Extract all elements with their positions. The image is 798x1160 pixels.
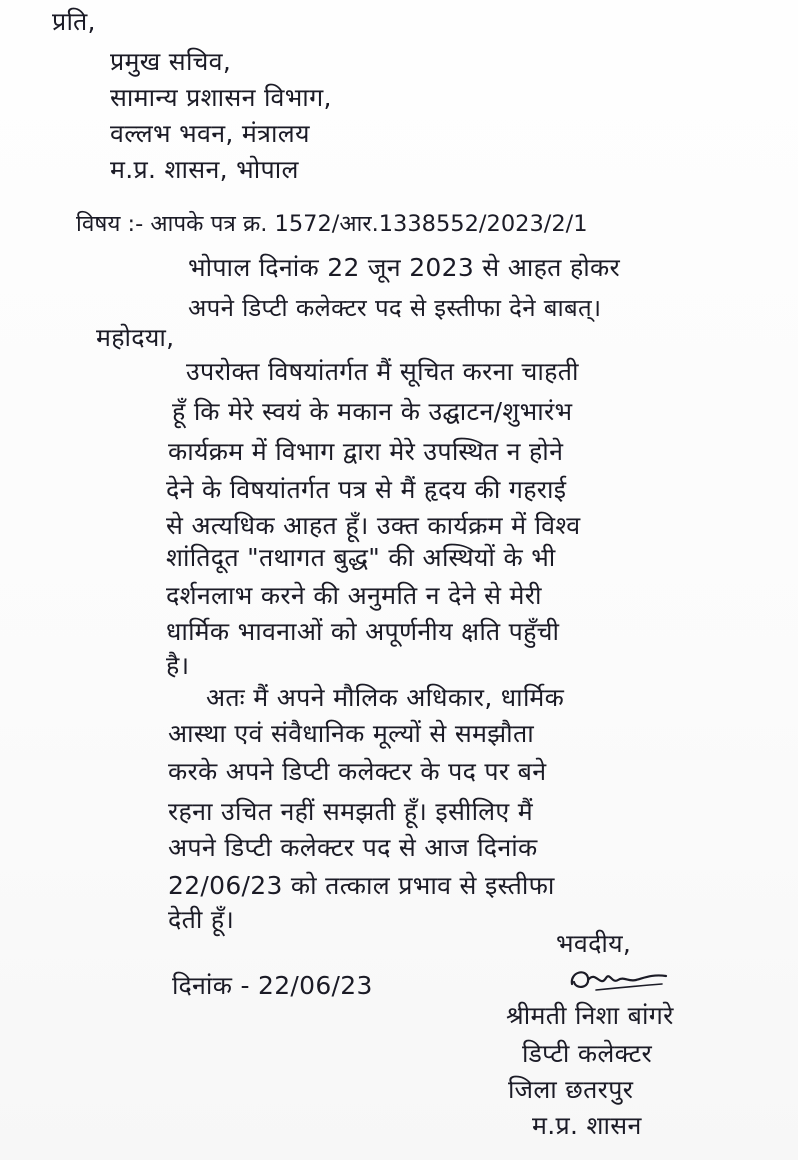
letter-date: दिनांक - 22/06/23 <box>172 971 373 1000</box>
signatory-line: जिला छतरपुर <box>508 1075 634 1104</box>
body-line: शांतिदूत "तथागत बुद्ध" की अस्थियों के भी <box>166 543 556 572</box>
salutation-to: प्रति, <box>52 7 96 36</box>
body-line: धार्मिक भावनाओं को अपूर्णनीय क्षति पहुँची <box>166 617 560 646</box>
body-line: है। <box>166 651 190 680</box>
signatory-line: श्रीमती निशा बांगरे <box>506 1001 674 1030</box>
signatory-line: म.प्र. शासन <box>532 1111 642 1140</box>
signatory-line: डिप्टी कलेक्टर <box>522 1039 652 1068</box>
body-line: देती हूँ। <box>168 905 235 934</box>
subject-line: अपने डिप्टी कलेक्टर पद से इस्तीफा देने बाबत्। <box>188 294 602 322</box>
body-line: से अत्यधिक आहत हूँ। उक्त कार्यक्रम में विश्व <box>166 511 581 540</box>
body-line: अतः मैं अपने मौलिक अधिकार, धार्मिक <box>206 683 565 712</box>
recipient-line: वल्लभ भवन, मंत्रालय <box>110 119 310 148</box>
subject-line: भोपाल दिनांक 22 जून 2023 से आहत होकर <box>188 253 621 282</box>
recipient-line: प्रमुख सचिव, <box>110 47 232 76</box>
body-line: हूँ कि मेरे स्वयं के मकान के उद्घाटन/शुभारंभ <box>172 397 573 426</box>
closing: भवदीय, <box>556 929 632 958</box>
body-line: आस्था एवं संवैधानिक मूल्यों से समझौता <box>168 719 534 748</box>
body-line: रहना उचित नहीं समझती हूँ। इसीलिए मैं <box>168 797 534 826</box>
body-line: कार्यक्रम में विभाग द्वारा मेरे उपस्थित न होने <box>168 437 564 466</box>
body-line: करके अपने डिप्टी कलेक्टर के पद पर बने <box>168 757 547 786</box>
body-line: उपरोक्त विषयांतर्गत मैं सूचित करना चाहती <box>186 357 579 386</box>
body-line: दर्शनलाभ करने की अनुमति न देने से मेरी <box>166 581 542 610</box>
subject-line: विषय :- आपके पत्र क्र. 1572/आर.1338552/2023/2/1 <box>76 211 588 237</box>
body-line: अपने डिप्टी कलेक्टर पद से आज दिनांक <box>168 833 538 862</box>
recipient-line: म.प्र. शासन, भोपाल <box>110 155 299 184</box>
signature-mark <box>566 962 676 996</box>
body-line: 22/06/23 को तत्काल प्रभाव से इस्तीफा <box>168 871 555 900</box>
greeting: महोदया, <box>96 323 175 352</box>
body-line: देने के विषयांतर्गत पत्र से मैं हृदय की गहराई <box>166 475 567 504</box>
recipient-line: सामान्य प्रशासन विभाग, <box>110 83 332 112</box>
